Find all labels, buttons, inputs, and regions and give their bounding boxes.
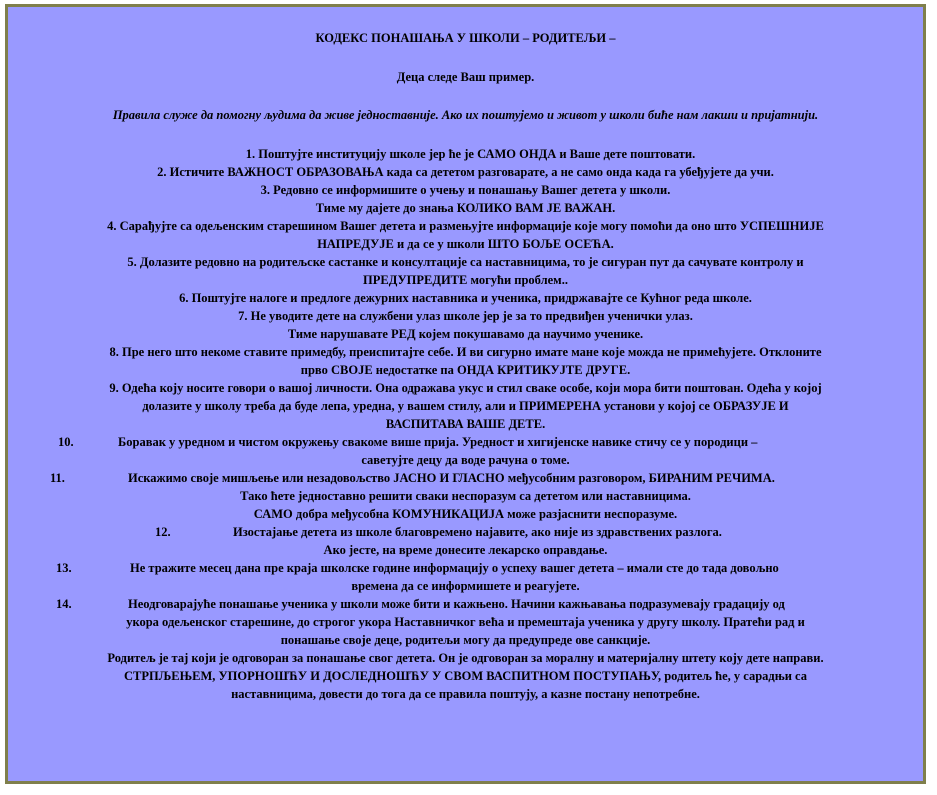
rule-11-cont: Тако ћете једноставно решити сваки неспоразум са дететом или наставницима. bbox=[240, 489, 691, 503]
document-title: КОДЕКС ПОНАШАЊА У ШКОЛИ – РОДИТЕЉИ – bbox=[315, 31, 616, 45]
rule-number: 10. bbox=[58, 435, 74, 449]
rule-3: 3. Редовно се информишите о учењу и понашању Вашег детета у школи. bbox=[260, 183, 671, 197]
rule-text: Изостајање детета из школе благовремено најавите, ако није из здравствених разлога. bbox=[233, 525, 722, 539]
rule-2: 2. Истичите ВАЖНОСТ ОБРАЗОВАЊА када са дететом разговарате, а не само онда када га убеђујете да учи. bbox=[157, 165, 774, 179]
rule-5: 5. Долазите редовно на родитељске састанке и консултације са наставницима, то је сигуран пут да сачувате контролу и bbox=[127, 255, 804, 269]
rule-text: Не тражите месец дана пре краја школске године информацију о успеху вашег детета – имали сте до тада довољно bbox=[130, 561, 779, 575]
rule-7-cont: Тиме нарушавате РЕД којем покушавамо да научимо ученике. bbox=[287, 327, 644, 341]
rules-list bbox=[8, 145, 923, 703]
intro-paragraph: Правила служе да помогну људима да живе једноставније. Ако их поштујемо и живот у школи биће нам лакши и пријатнији. bbox=[112, 108, 819, 122]
rule-5-cont: ПРЕДУПРЕДИТЕ могући проблем.. bbox=[363, 273, 568, 287]
rule-13-cont: времена да се информишете и реагујете. bbox=[351, 579, 580, 593]
rule-text: Искажимо своје мишљење или незадовољство ЈАСНО И ГЛАСНО међусобним разговором, БИРАНИМ РЕЧИМА. bbox=[128, 471, 775, 485]
rule-8-cont: прво СВОЈЕ недостатке па ОНДА КРИТИКУЈТЕ ДРУГЕ. bbox=[300, 363, 631, 377]
rule-14-cont2: понашање своје деце, родитељи могу да предупреде ове санкције. bbox=[280, 633, 651, 647]
rule-8: 8. Пре него што некоме ставите примедбу, преиспитајте себе. И ви сигурно имате мане које можда не примећујете. Отклоните bbox=[109, 345, 822, 359]
rule-9-cont2: ВАСПИТАВА ВАШЕ ДЕТЕ. bbox=[385, 417, 546, 431]
rule-10 bbox=[8, 433, 923, 451]
rule-number: 11. bbox=[50, 471, 65, 485]
rule-text: Неодговарајуће понашање ученика у школи може бити и кажњено. Начини кажњавања подразумевају градацију од bbox=[128, 597, 785, 611]
document-subtitle: Деца следе Ваш пример. bbox=[396, 70, 535, 84]
rule-1: 1. Поштујте институцију школе јер ће је САМО ОНДА и Ваше дете поштовати. bbox=[245, 147, 696, 161]
rule-text: Боравак у уредном и чистом окружењу свакоме више прија. Уредност и хигијенске навике стичу се у породици – bbox=[118, 435, 758, 449]
rule-14 bbox=[8, 595, 923, 613]
rule-12 bbox=[8, 523, 923, 541]
rule-11 bbox=[8, 469, 923, 487]
rule-6: 6. Поштујте налоге и предлоге дежурних наставника и ученика, придржавајте се Кућног реда школе. bbox=[179, 291, 752, 305]
rule-9-cont: долазите у школу треба да буде лепа, уредна, у вашем стилу, али и ПРИМЕРЕНА установи у којој се ОБРАЗУЈЕ И bbox=[142, 399, 789, 413]
closing-line-3: наставницима, довести до тога да се правила поштују, а казне постану непотребне. bbox=[231, 687, 700, 701]
rule-7: 7. Не уводите дете на службени улаз школе јер је за то предвиђен ученички улаз. bbox=[238, 309, 693, 323]
rule-number: 12. bbox=[155, 525, 171, 539]
rule-4-cont: НАПРЕДУЈЕ и да се у школи ШТО БОЉЕ ОСЕЋА. bbox=[317, 237, 614, 251]
rule-3-cont: Тиме му дајете до знања КОЛИКО ВАМ ЈЕ ВАЖАН. bbox=[315, 201, 616, 215]
rule-number: 14. bbox=[56, 597, 72, 611]
rule-10-cont: саветујте децу да воде рачуна о томе. bbox=[361, 453, 570, 467]
rule-14-cont: укора одељенског старешине, до строгог укора Наставничког већа и премештаја ученика у другу школу. Пратећи рад и bbox=[126, 615, 805, 629]
rule-11-cont2: САМО добра међусобна КОМУНИКАЦИЈА може разјаснити неспоразуме. bbox=[253, 507, 678, 521]
rule-9: 9. Одећа коју носите говори о вашој личности. Она одражава укус и стил сваке особе, који мора бити поштован. Одећа у којој bbox=[109, 381, 822, 395]
text-box bbox=[5, 4, 926, 784]
rule-12-cont: Ако јесте, на време донесите лекарско оправдање. bbox=[323, 543, 608, 557]
rule-13 bbox=[8, 559, 923, 577]
rule-number: 13. bbox=[56, 561, 72, 575]
closing-line-2: СТРПЉЕЊЕМ, УПОРНОШЋУ И ДОСЛЕДНОШЋУ У СВОМ ВАСПИТНОМ ПОСТУПАЊУ, родитељ ће, у сарадњи са bbox=[124, 669, 807, 683]
closing-line-1: Родитељ је тај који је одговоран за понашање свог детета. Он је одговоран за моралну и материјалну штету коју дете направи. bbox=[107, 651, 824, 665]
rule-4: 4. Сарађујте са одељенским старешином Вашег детета и размењујте информације које могу помоћи да оно што УСПЕШНИЈЕ bbox=[107, 219, 824, 233]
